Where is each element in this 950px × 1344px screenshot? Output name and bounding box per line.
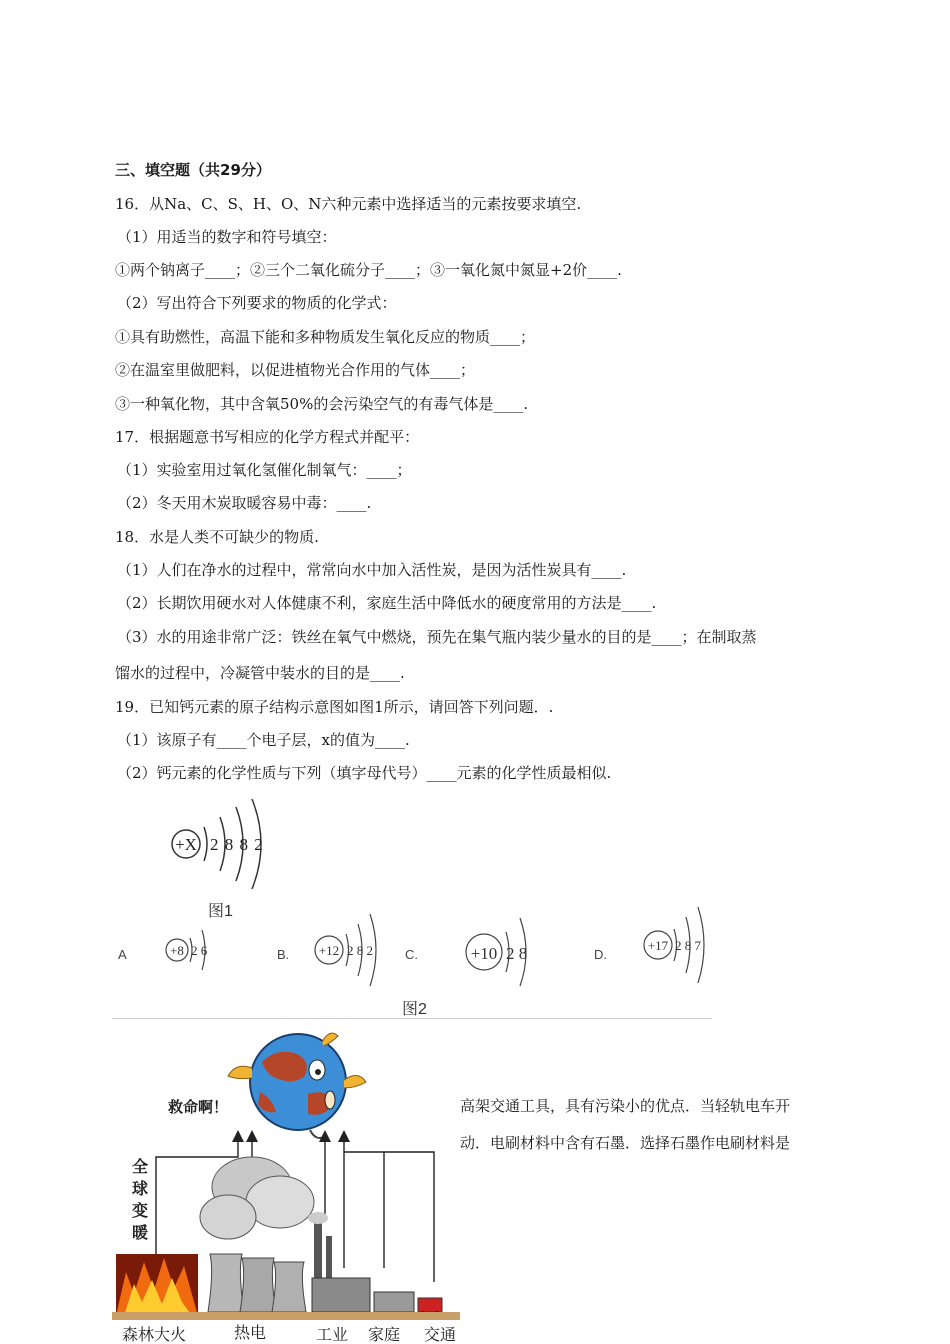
figure1-atom-diagram [160,795,290,895]
forest-fire-image [116,1254,198,1316]
poster-label-traffic: 交通 [424,1327,457,1344]
svg-text:2 8 2: 2 8 2 [347,943,373,958]
q19-part1: （1）该原子有____个电子层，x的值为____. [117,731,410,749]
q20-partial-line2: 动．电刷材料中含有石墨．选择石墨作电刷材料是 [460,1134,791,1152]
poster-label-forest: 森林大火 [122,1327,187,1344]
poster-shout: 救命啊！ [168,1100,229,1116]
figure1-label: 图1 [208,903,233,920]
side-char-2: 球 [132,1181,149,1198]
q16-stem: 16．从Na、C、S、H、O、N六种元素中选择适当的元素按要求填空. [115,195,582,213]
q17-stem: 17．根据题意书写相应的化学方程式并配平： [115,428,420,446]
figure1-electrons: 2 8 8 2 [210,835,264,854]
global-warming-poster [112,1022,460,1344]
side-char-3: 变 [132,1203,149,1220]
svg-text:2 8 7: 2 8 7 [675,938,701,953]
option-c-diagram [460,910,550,994]
poster-label-thermal: 热电 [234,1325,267,1342]
option-d-diagram [640,903,720,987]
q18-part3-cont: 馏水的过程中，冷凝管中装水的目的是____. [115,664,405,682]
poster-label-industry: 工业 [316,1327,349,1344]
q16-part2: （2）写出符合下列要求的物质的化学式： [117,294,397,312]
q16-part1-items: ①两个钠离子____；②三个二氧化硫分子____；③一氧化氮中氮显+2价____. [115,261,622,279]
option-d-letter: D. [594,947,607,962]
q17-part2: （2）冬天用木炭取暖容易中毒：____. [117,494,372,512]
option-c-letter: C. [405,947,418,962]
side-char-1: 全 [132,1159,149,1176]
q19-stem: 19．已知钙元素的原子结构示意图如图1所示，请回答下列问题．. [115,698,554,716]
q16-part2-item2: ②在温室里做肥料，以促进植物光合作用的气体____； [115,361,476,379]
svg-text:+12: +12 [318,943,340,958]
svg-text:+17: +17 [647,938,669,953]
svg-text:2 6: 2 6 [191,943,208,958]
q18-stem: 18．水是人类不可缺少的物质. [115,528,319,546]
option-b-diagram [310,908,390,992]
q16-part2-item3: ③一种氧化物，其中含氧50%的会污染空气的有毒气体是____. [115,395,529,413]
option-a-diagram [160,922,230,982]
poster-label-home: 家庭 [368,1327,401,1344]
svg-text:+8: +8 [170,943,184,958]
option-b-letter: B. [277,947,290,962]
q18-part2: （2）长期饮用硬水对人体健康不利，家庭生活中降低水的硬度常用的方法是____. [117,594,657,612]
side-char-4: 暖 [132,1225,149,1242]
figure2-label: 图2 [402,1001,427,1018]
svg-text:+10: +10 [470,944,498,963]
option-a-letter: A [118,947,127,962]
q19-part2: （2）钙元素的化学性质与下列（填字母代号）____元素的化学性质最相似. [117,764,612,782]
figure1-nucleus: +X [175,835,197,854]
q18-part1: （1）人们在净水的过程中，常常向水中加入活性炭，是因为活性炭具有____. [117,561,627,579]
q17-part1: （1）实验室用过氧化氢催化制氧气：____； [117,461,412,479]
q16-part1: （1）用适当的数字和符号填空： [117,228,337,246]
figure-divider [112,1018,712,1019]
q16-part2-item1: ①具有助燃性，高温下能和多种物质发生氧化反应的物质____； [115,328,536,346]
q20-partial-line1: 高架交通工具，具有污染小的优点．当轻轨电车开 [460,1097,791,1115]
svg-text:2 8: 2 8 [506,944,528,963]
section-title: 三、填空题（共29分） [115,161,271,179]
q18-part3: （3）水的用途非常广泛：铁丝在氧气中燃烧，预先在集气瓶内装少量水的目的是____；在制取蒸 [117,628,757,646]
